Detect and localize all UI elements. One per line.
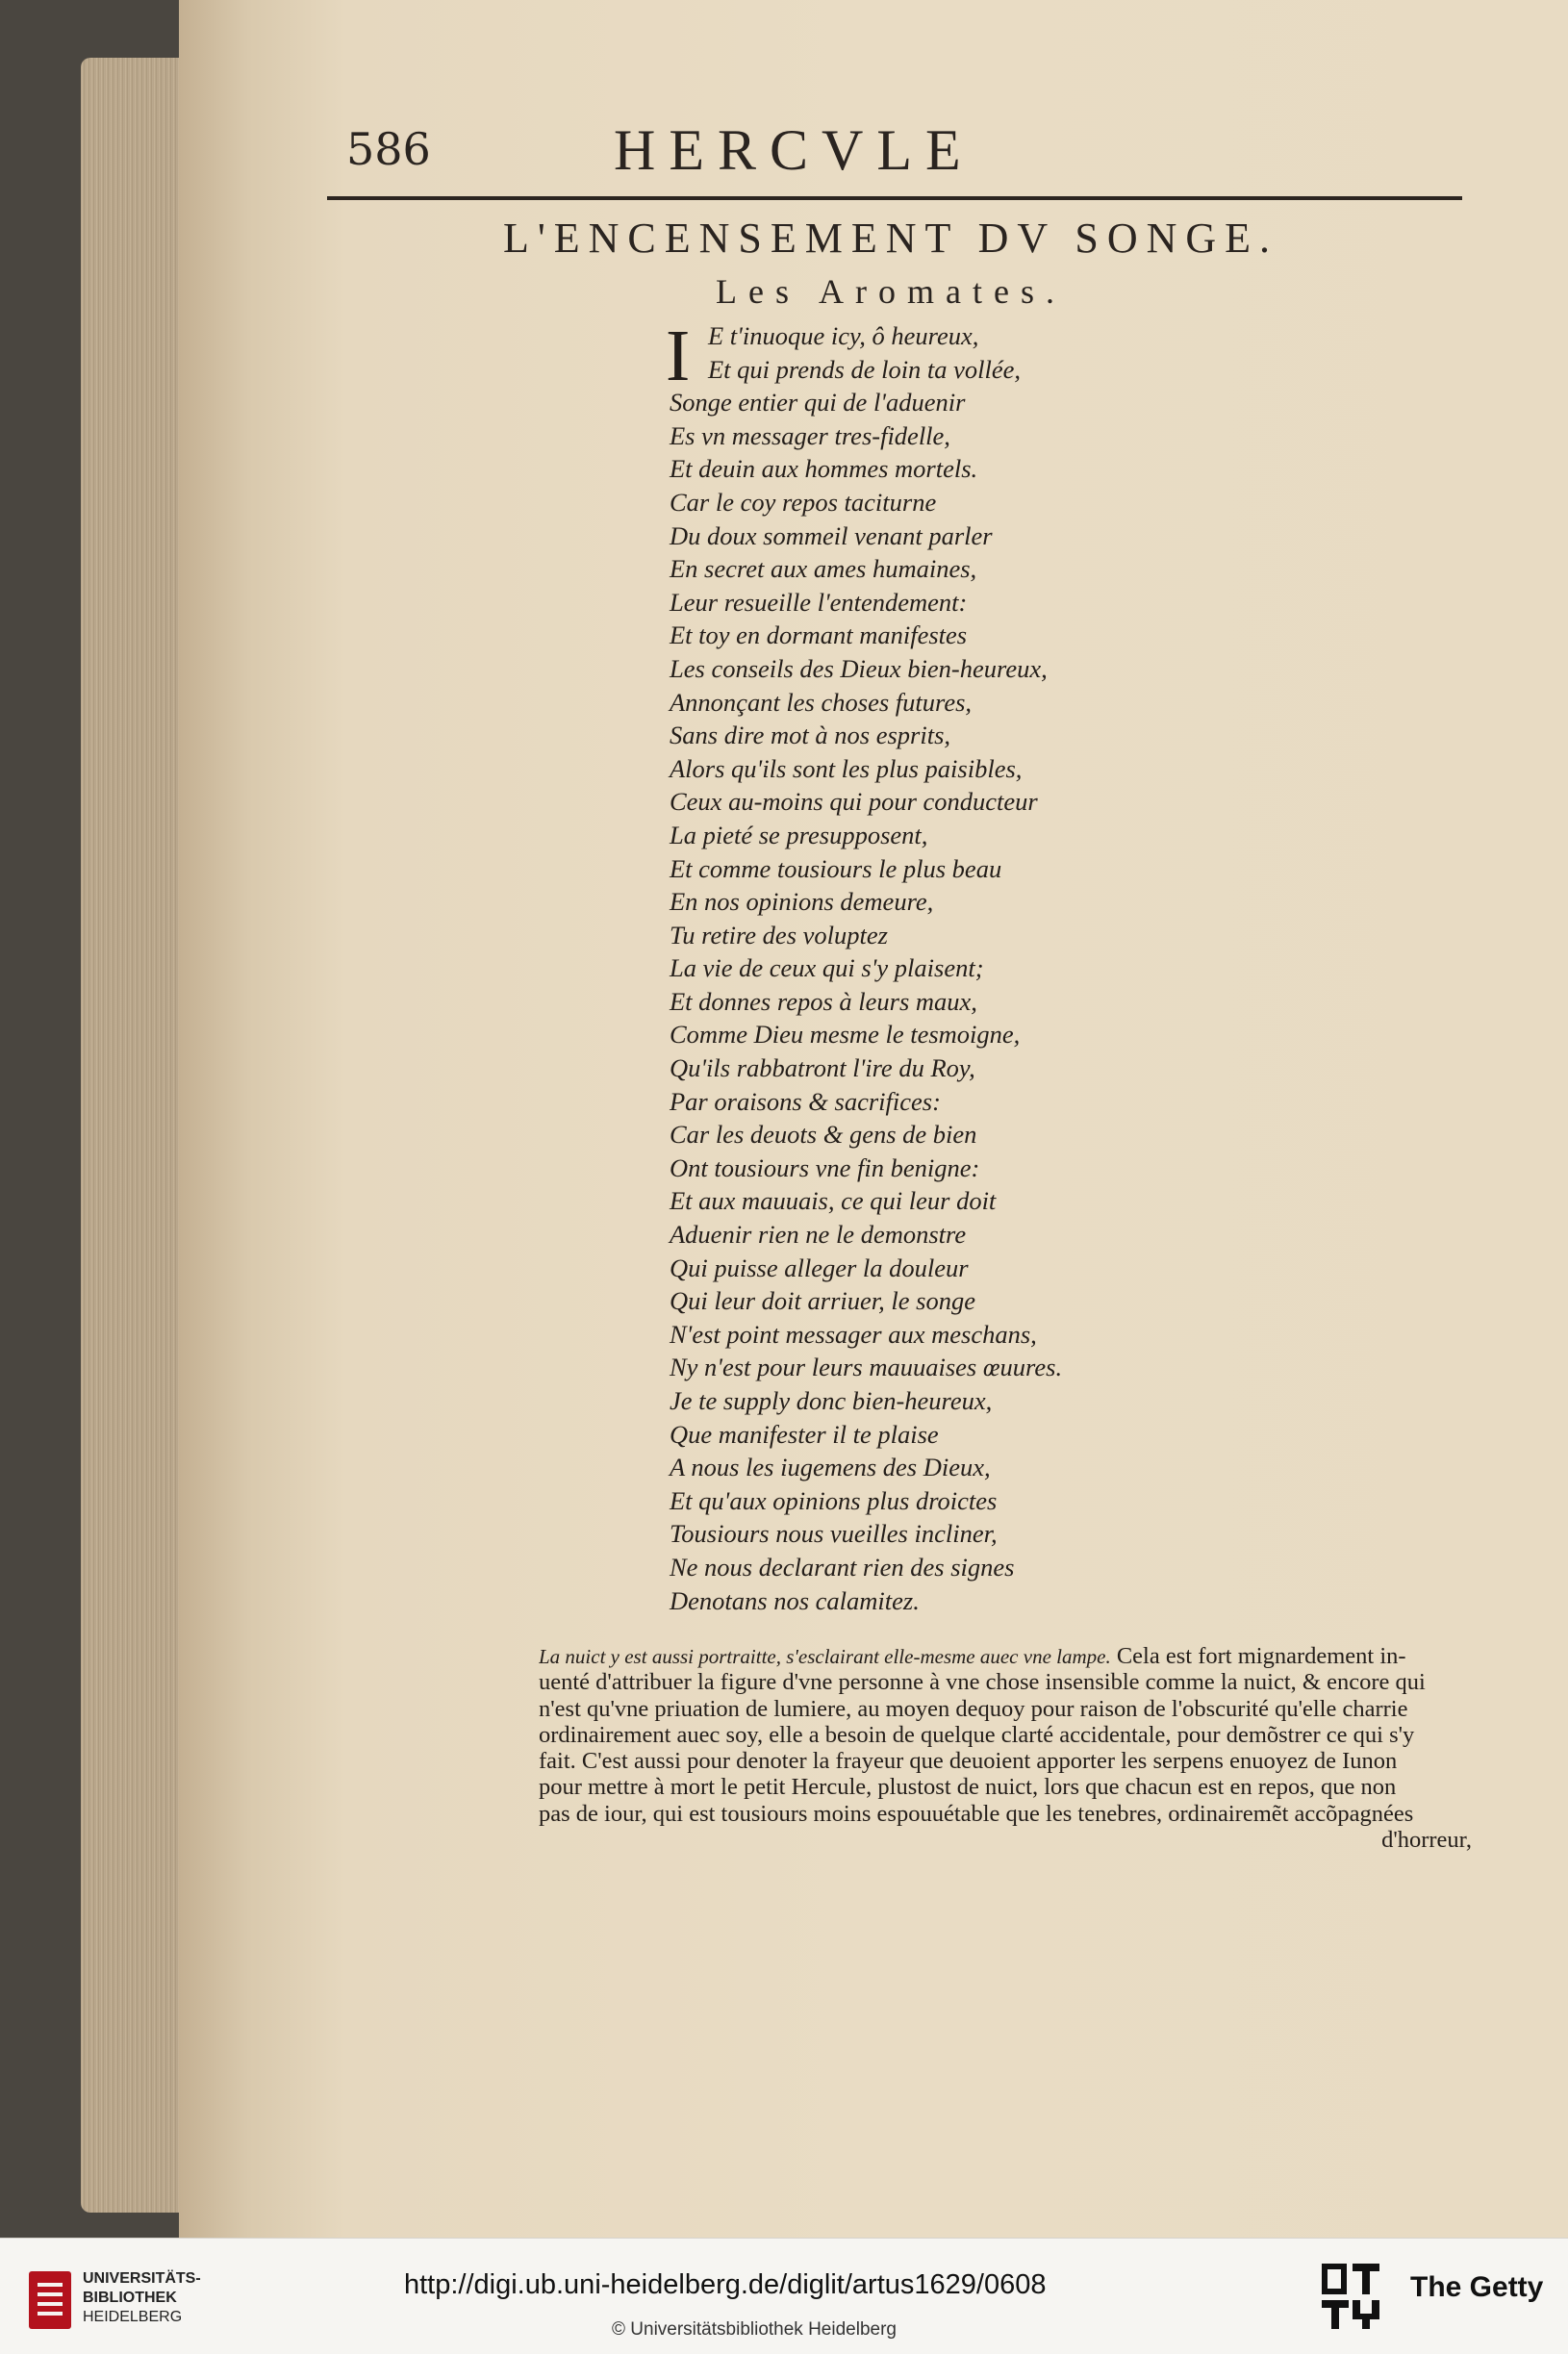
running-head: HERCVLE xyxy=(614,118,974,182)
university-library-logo[interactable] xyxy=(29,2267,260,2335)
prose-line: pas de iour, qui est tousiours moins espouuétable que les tenebres, ordinairemẽt accõpagnées xyxy=(539,1800,1414,1827)
poem-line: Ny n'est pour leurs mauuaises œuures. xyxy=(670,1353,1063,1382)
prose-lead: La nuict y est aussi portraitte, s'esclairant elle-mesme auec vne lampe. xyxy=(539,1645,1111,1668)
prose-line: uenté d'attribuer la figure d'vne personne à vne chose insensible comme la nuict, & encore qui xyxy=(539,1669,1426,1696)
poem-line: Ont tousiours vne fin benigne: xyxy=(670,1152,980,1182)
poem-line: En nos opinions demeure, xyxy=(670,887,934,917)
poem-line: Et qu'aux opinions plus droictes xyxy=(670,1485,998,1515)
poem-line: Qui leur doit arriuer, le songe xyxy=(670,1286,975,1316)
poem-line: Tu retire des voluptez xyxy=(670,920,888,949)
poem-line: Et comme tousiours le plus beau xyxy=(670,853,1002,883)
poem-line: Car les deuots & gens de bien xyxy=(670,1120,977,1150)
poem-line: Ceux au-moins qui pour conducteur xyxy=(670,787,1038,817)
copyright-notice: © Universitätsbibliothek Heidelberg xyxy=(612,2319,897,2340)
poem-line: Qui puisse alleger la douleur xyxy=(670,1253,969,1282)
page-url-link[interactable]: http://digi.ub.uni-heidelberg.de/diglit/artus1629/0608 xyxy=(404,2269,1047,2300)
prose-line: ordinairement auec soy, elle a besoin de quelque clarté accidentale, pour demõstrer ce qui s'y xyxy=(539,1721,1415,1748)
poem-line: Que manifester il te plaise xyxy=(670,1419,939,1449)
getty-logo-icon[interactable] xyxy=(1320,2262,1381,2331)
prose-line: n'est qu'vne priuation de lumiere, au moyen dequoy pour raison de l'obscurité qu'elle charrie xyxy=(539,1695,1408,1722)
poem-line: Annonçant les choses futures, xyxy=(670,687,973,717)
prose-line: pour mettre à mort le petit Hercule, plustost de nuict, lors que chacun est en repos, que non xyxy=(539,1774,1397,1801)
prose-last-line: d'horreur, xyxy=(1381,1827,1472,1854)
poem-line: Du doux sommeil venant parler xyxy=(670,520,993,550)
poem-lines xyxy=(670,319,1247,1617)
poem-line: Ne nous declarant rien des signes xyxy=(670,1552,1015,1582)
poem-line: Aduenir rien ne le demonstre xyxy=(670,1220,967,1250)
poem-line: Et donnes repos à leurs maux, xyxy=(670,986,977,1016)
poem-line: Alors qu'ils sont les plus paisibles, xyxy=(670,753,1023,783)
poem-line: La vie de ceux qui s'y plaisent; xyxy=(670,953,984,983)
poem-line: Comme Dieu mesme le tesmoigne, xyxy=(670,1020,1021,1050)
poem-line: Et toy en dormant manifestes xyxy=(670,620,968,650)
poem-line: Denotans nos calamitez. xyxy=(670,1585,920,1615)
poem-line: Tousiours nous vueilles incliner, xyxy=(670,1519,998,1549)
drop-capital: I xyxy=(666,316,691,396)
library-name: UNIVERSITÄTS- BIBLIOTHEK HEIDELBERG xyxy=(83,2270,201,2325)
poem-line: Leur resueille l'entendement: xyxy=(670,587,968,617)
poem-line: E t'inuoque icy, ô heureux, xyxy=(708,321,979,350)
prose-lines xyxy=(539,1669,1472,1827)
section-subtitle: Les Aromates. xyxy=(716,272,1066,311)
poem-line: Qu'ils rabbatront l'ire du Roy, xyxy=(670,1053,975,1083)
poem-line: Et aux mauuais, ce qui leur doit xyxy=(670,1186,997,1216)
poem-line: Es vn messager tres-fidelle, xyxy=(670,420,950,450)
header-rule xyxy=(327,196,1462,200)
poem-line: N'est point messager aux meschans, xyxy=(670,1319,1037,1349)
viewer-footer xyxy=(0,2238,1568,2354)
poem-line: Songe entier qui de l'aduenir xyxy=(670,388,966,418)
poem-line: Je te supply donc bien-heureux, xyxy=(670,1386,993,1415)
prose-line: fait. C'est aussi pour denoter la frayeur que deuoient apporter les serpens enuoyez de Iunon xyxy=(539,1748,1398,1775)
section-title: L'ENCENSEMENT DV SONGE. xyxy=(502,215,1279,262)
poem xyxy=(666,316,1247,1617)
poem-line: Et deuin aux hommes mortels. xyxy=(670,454,978,484)
poem-line: A nous les iugemens des Dieux, xyxy=(670,1453,991,1482)
prose-line xyxy=(539,1643,1472,1669)
poem-line: Sans dire mot à nos esprits, xyxy=(670,721,951,750)
prose-first-line: Cela est fort mignardement in- xyxy=(1110,1643,1406,1669)
poem-line: Les conseils des Dieux bien-heureux, xyxy=(670,653,1048,683)
page-number: 586 xyxy=(346,123,431,175)
page-header xyxy=(346,117,1458,185)
poem-line: Et qui prends de loin ta vollée, xyxy=(708,354,1022,384)
commentary-paragraph xyxy=(539,1643,1472,1853)
poem-line: Car le coy repos taciturne xyxy=(670,487,937,517)
poem-line: Par oraisons & sacrifices: xyxy=(670,1086,941,1116)
poem-line: En secret aux ames humaines, xyxy=(670,554,977,584)
poem-line: La pieté se presupposent, xyxy=(670,820,928,849)
getty-name: The Getty xyxy=(1410,2271,1544,2303)
library-logo-icon xyxy=(29,2271,71,2329)
book-page-edges xyxy=(81,58,183,2213)
